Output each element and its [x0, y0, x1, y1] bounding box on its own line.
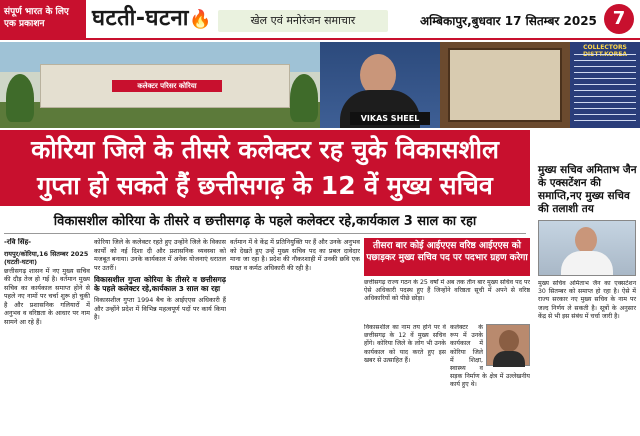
officer-nameplate: VIKAS SHEEL: [350, 112, 430, 125]
collectors-list-lines: [574, 54, 636, 126]
logo-text: घटती-घटना: [92, 6, 189, 31]
plaque-board: [448, 48, 562, 122]
inset-portrait-photo: [486, 324, 530, 366]
sidebar-text: मुख्य सचिव अमिताभ जैन का एक्सटेंशन 30 सितम्बर को समाप्त हो रहा है। ऐसे में राज्य सरकार नए मुख्य सचिव के नाम पर जल्द निर्णय ले सकती है। सूत्रों के अनुसार केंद्र से भी इस संबंध में चर्चा जारी है।: [538, 280, 636, 320]
article-subhead: विकासशील कोरिया के तीसरे व छत्तीसगढ़ के पहले कलेक्टर रहे,कार्यकाल 3 साल का रहा: [53, 214, 477, 229]
collectors-list-photo: [570, 42, 640, 128]
building-sign: कलेक्टर परिसर कोरिया: [112, 80, 222, 92]
sidebar-story: [534, 130, 640, 436]
flame-icon: 🔥: [188, 9, 212, 30]
sidebar-photo-head: [575, 227, 597, 253]
collectors-list-title: COLLECTORS: [583, 44, 627, 51]
headline-line-2: गुप्ता हो सकते हैं छत्तीसगढ़ के 12 वें मुख्य सचिव: [37, 171, 493, 200]
highlight-box-body: छत्तीसगढ़ राज्य गठन के 25 वर्षों में अब तक तीन बार मुख्य सचिव पद पर ऐसे अधिकारी पदस्थ हुए हैं जिन्होंने वरिष्ठता सूची में अपने से वरिष्ठ अधिकारियों को पीछे छोड़ा।: [364, 279, 530, 302]
column-1-text: छत्तीसगढ़ शासन में नए मुख्य सचिव की दौड़ तेज हो गई है। वर्तमान मुख्य सचिव का कार्यकाल समाप्त होने से पहले नए नामों पर चर्चा शुरू हो चुकी है और प्रशासनिक गलियारों में अनुभव व वरिष्ठता के आधार पर नाम सामने आ रहे हैं।: [4, 266, 90, 326]
main-headline[interactable]: [0, 130, 530, 206]
article-column-2: [94, 238, 226, 434]
newspaper-logo[interactable]: [92, 2, 212, 32]
highlight-box-title[interactable]: तीसरा बार कोई आईएएस वरिष्ठ आईएएस को पछाड़कर मुख्य सचिव पद पर पदभार ग्रहण करेगा: [364, 238, 530, 276]
article-column-5: [450, 324, 530, 434]
tree-icon: [290, 74, 318, 122]
article-column-1: [4, 238, 90, 434]
plaque-photo: [440, 42, 570, 128]
place-date: रायपुर/कोरिया,16 सितम्बर 2025: [4, 249, 89, 258]
portrait-body: [493, 351, 525, 367]
agency-credit: (घटती-घटना): [4, 258, 37, 266]
collectorate-photo: [0, 42, 320, 128]
masthead: [0, 0, 640, 38]
dateline: अम्बिकापुर,बुधवार 17 सितम्बर 2025: [420, 14, 597, 28]
column-2-continued: विकासशील गुप्ता 1994 बैच के आईएएस अधिकारी हैं और उन्होंने प्रदेश में विभिन्न महत्वपूर्ण पदों पर कार्य किया है।: [94, 296, 226, 321]
headline-line-1: कोरिया जिले के तीसरे कलेक्टर रह चुके विकासशील: [31, 135, 499, 164]
subhead-rule: [4, 233, 526, 234]
section-label: खेल एवं मनोरंजन समाचार: [218, 10, 388, 32]
portrait-head: [499, 330, 519, 352]
page-number: 7: [604, 4, 634, 34]
column-2-text: कोरिया जिले के कलेक्टर रहते हुए उन्होंने जिले के विकास कार्यों को नई दिशा दी और प्रशासनिक व्यवस्था को मजबूत बनाया। उनके कार्यकाल में अनेक योजनाएं धरातल पर उतरीं।: [94, 238, 226, 272]
column-3-text: वर्तमान में वे केंद्र में प्रतिनियुक्ति पर हैं और उनके अनुभव को देखते हुए उन्हें मुख्य सचिव पद का प्रबल दावेदार माना जा रहा है। प्रदेश की नौकरशाही में उनकी छवि एक सख्त व कर्मठ अधिकारी की रही है।: [230, 238, 360, 272]
tree-icon: [6, 74, 34, 122]
sidebar-photo: [538, 220, 636, 276]
article-column-4: विकासशील का नाम तय होने पर वे छत्तीसगढ़ के 12 वें मुख्य सचिव होंगे। कोरिया जिले के लोग भी उनके कार्यकाल को याद करते हुए इस खबर से उत्साहित हैं।: [364, 324, 446, 364]
inline-subhead: विकासशील गुप्ता कोरिया के तीसरे व छत्तीसगढ़ के पहले कलेक्टर रहे,कार्यकाल 3 साल का रहा: [94, 275, 226, 293]
sidebar-photo-body: [561, 251, 613, 276]
column-5-text: कलेक्टर के रूप में उनके कार्यकाल में कोरिया जिले में शिक्षा, स्वास्थ्य व सड़क निर्माण के क्षेत्र में उल्लेखनीय कार्य हुए थे।: [450, 324, 530, 389]
byline: -रवि सिंह-: [4, 238, 32, 246]
article-column-3: [230, 238, 360, 434]
photo-strip: [0, 42, 640, 128]
masthead-tagline: संपूर्ण भारत के लिए एक प्रकाशन: [0, 0, 86, 38]
sidebar-headline[interactable]: मुख्य सचिव अमिताभ जैन के एक्सटेंशन की समाप्ति,नए मुख्य सचिव की तलाशी तय: [538, 164, 637, 215]
masthead-rule: [0, 38, 640, 40]
